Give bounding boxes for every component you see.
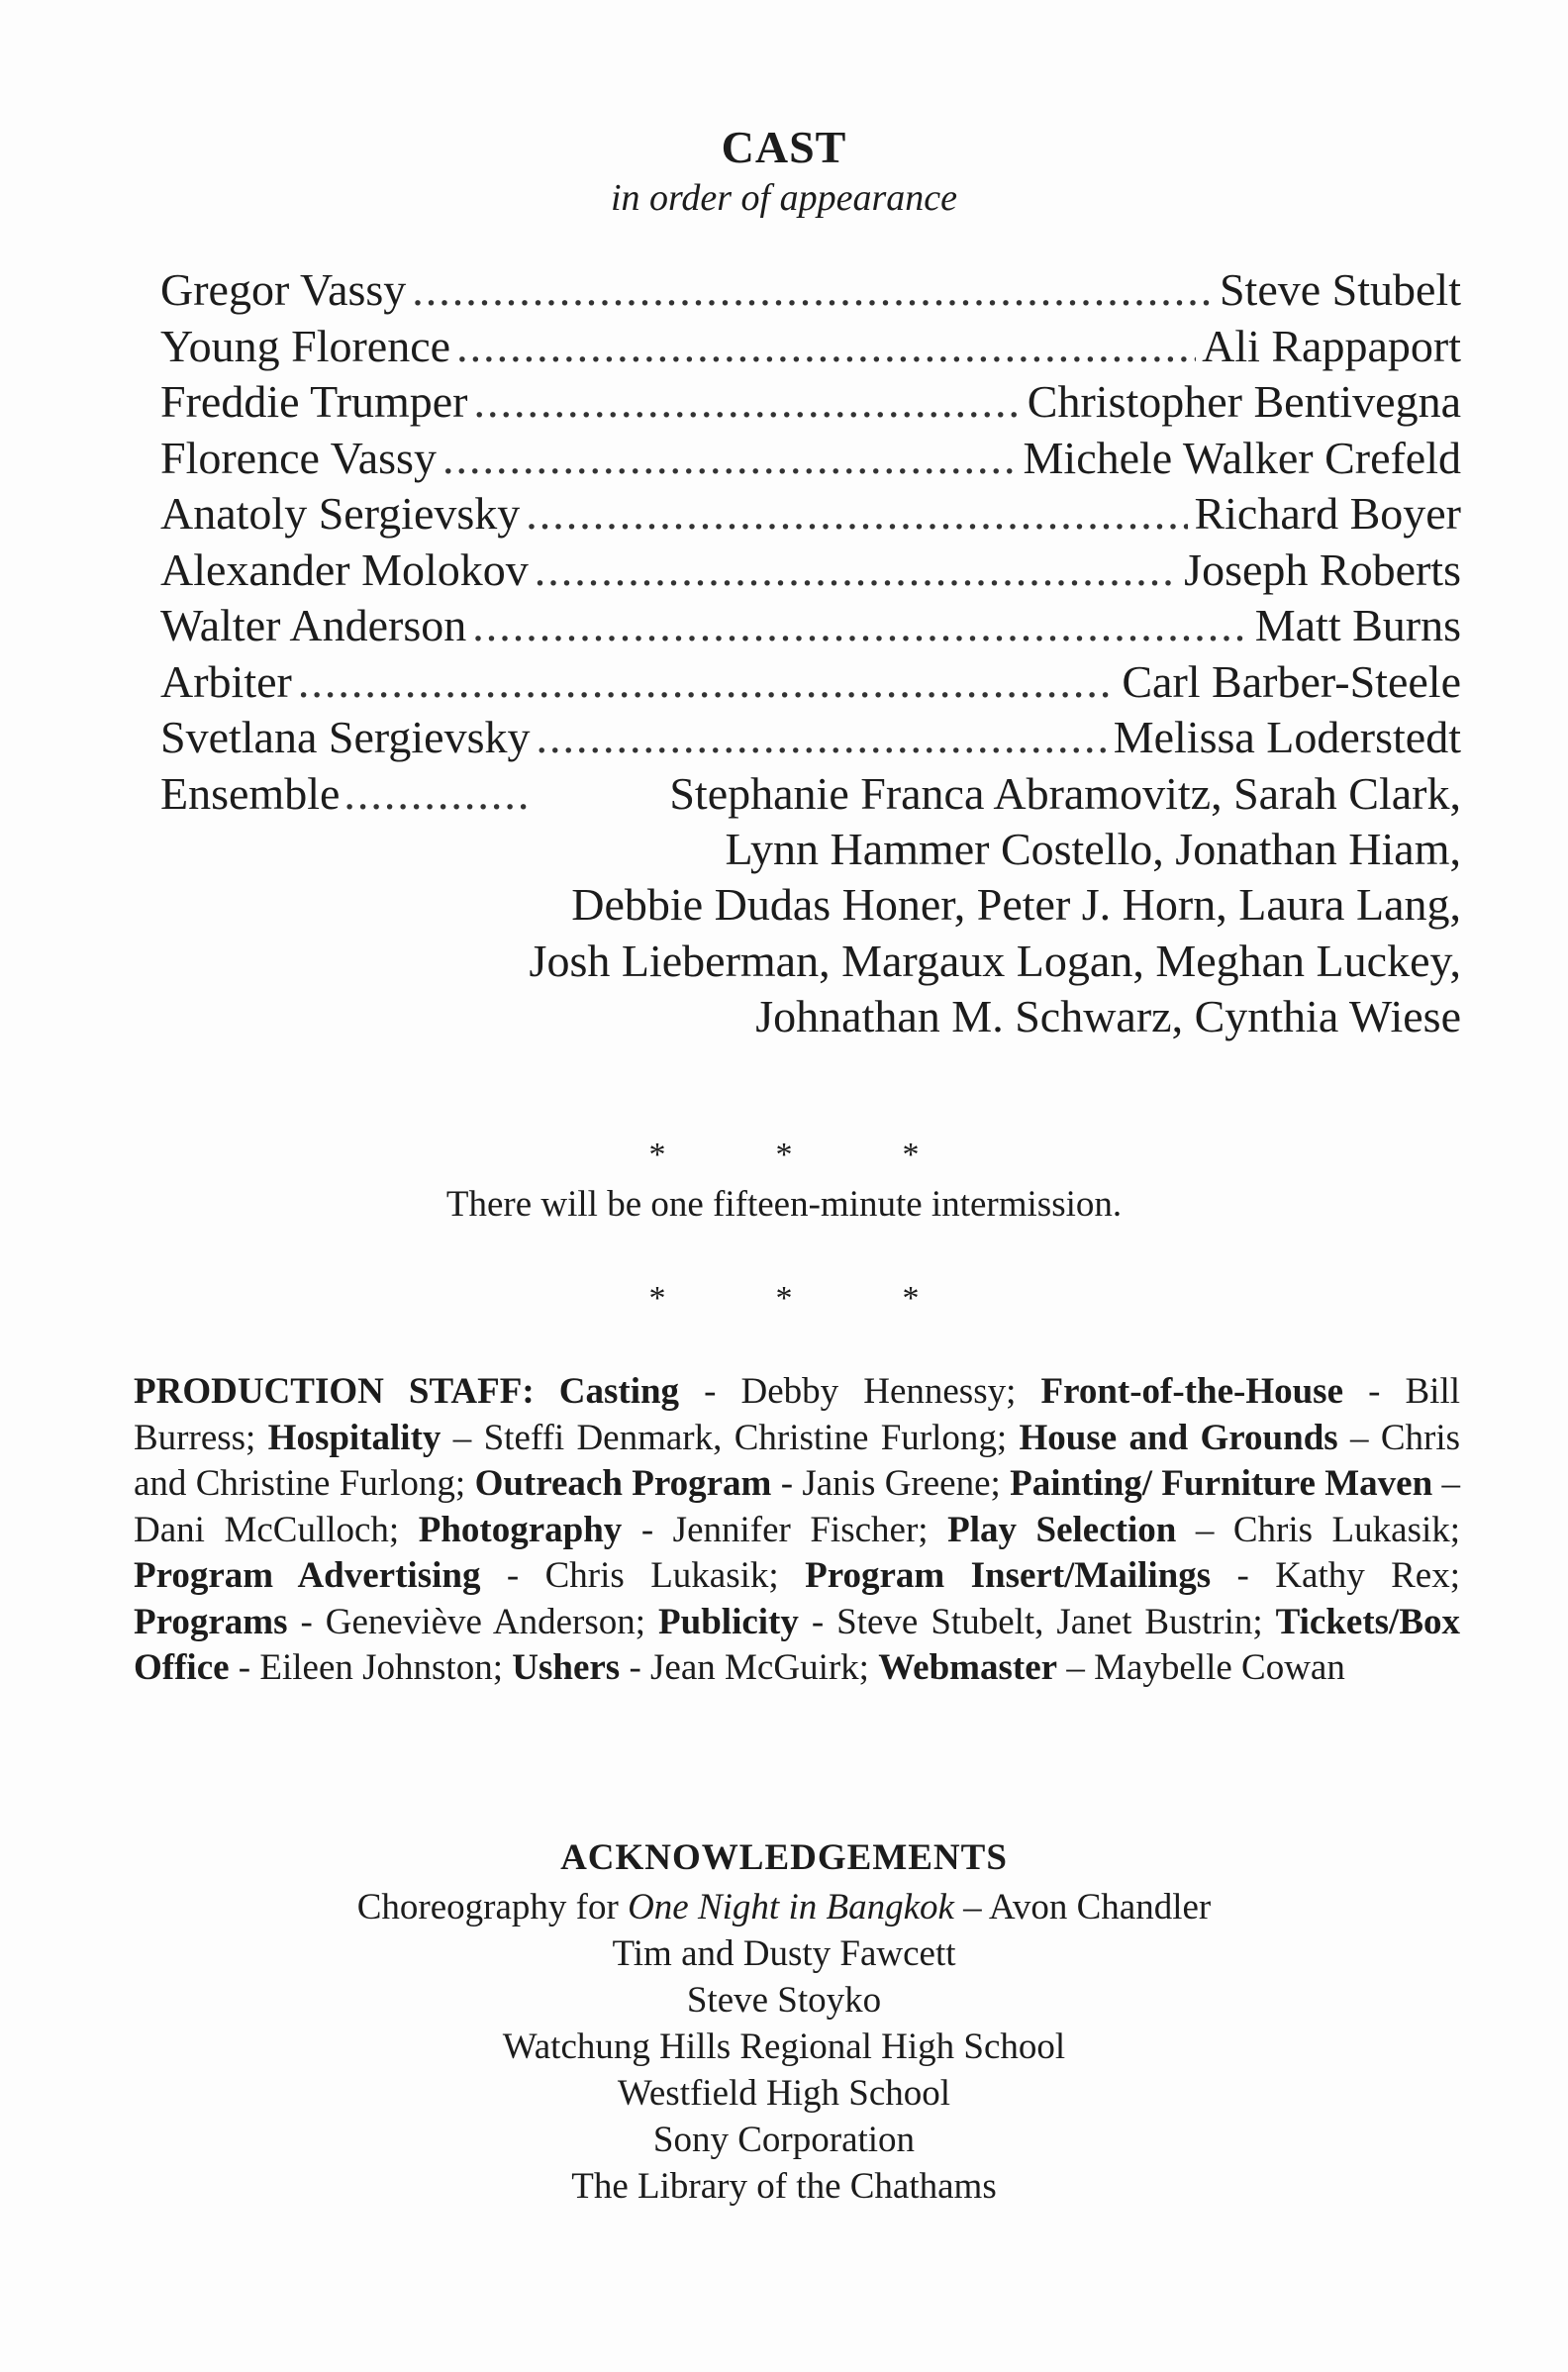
dot-leader [472,598,1248,653]
staff-label: Program Advertising [134,1555,481,1596]
dot-leader [526,486,1188,542]
cast-actor: Steve Stubelt [1219,264,1461,315]
staff-value: Kathy Rex; [1275,1555,1461,1596]
intermission-note: There will be one fifteen-minute intermission. [445,1184,1123,1225]
cast-role: Alexander Molokov [160,544,529,595]
cast-role: Anatoly Sergievsky [160,488,521,539]
ensemble-names: Josh Lieberman, Margaux Logan, Meghan Luckey, [529,935,1461,986]
acknowledgement-line: Watchung Hills Regional High School [502,2026,1066,2067]
staff-value: Chris Lukasik; [544,1555,779,1596]
cast-actor: Carl Barber-Steele [1122,655,1461,707]
staff-value: Chris Lukasik; [1232,1509,1461,1550]
staff-value: Debby Hennessy; [740,1371,1017,1412]
acknowledgement-line: Tim and Dusty Fawcett [612,1933,956,1974]
production-staff [134,1369,1460,1692]
staff-separator: - [480,1555,545,1596]
staff-value: Jennifer Fischer; [672,1509,929,1550]
staff-label: Programs [134,1601,288,1642]
staff-separator: – [1337,1417,1381,1458]
dot-leader [298,654,1117,710]
dot-leader [442,431,1018,486]
star: * [648,1280,666,1317]
star: * [902,1137,920,1173]
acknowledgement-line [0,1884,1568,1930]
cast-actor: Richard Boyer [1194,488,1461,539]
cast-row [160,486,1461,543]
cast-row [160,374,1461,431]
cast-role: Gregor Vassy [160,264,407,315]
cast-row [160,431,1461,487]
acknowledgement-line: Steve Stoyko [686,1980,882,2021]
staff-label: Ushers [512,1647,621,1688]
dot-leader [535,543,1178,598]
staff-value: Steffi Denmark, Christine Furlong; [483,1417,1008,1458]
star: * [775,1137,793,1173]
staff-value: Maybelle Cowan [1094,1647,1345,1688]
cast-row [160,710,1461,766]
cast-role: Florence Vassy [160,432,437,483]
staff-separator: – [441,1417,484,1458]
cast-actor: Michele Walker Crefeld [1023,432,1461,483]
staff-label: Photography [418,1509,623,1550]
dot-leader [456,319,1196,374]
cast-role: Young Florence [160,320,451,371]
staff-separator: - [1343,1371,1406,1412]
staff-value: Bill Burress; [134,1371,1461,1458]
staff-separator: - [229,1647,260,1688]
cast-row [160,543,1461,599]
staff-label: Casting [558,1371,680,1412]
ack-suffix: – Avon Chandler [953,1887,1212,1927]
cast-actor: Joseph Roberts [1184,544,1461,595]
staff-label: Tickets/Box Office [134,1601,1461,1688]
dot-leader [474,374,1022,430]
acknowledgement-line: The Library of the Chathams [571,2166,997,2207]
cast-row [160,598,1461,654]
star: * [775,1280,793,1317]
staff-value: Dani McCulloch; [134,1509,400,1550]
cast-list [160,262,1461,1045]
staff-label: Program Insert/Mailings [805,1555,1212,1596]
star: * [648,1137,666,1173]
cast-heading: CAST [721,122,847,172]
cast-actor: Christopher Bentivegna [1027,376,1461,427]
cast-actor: Ali Rappaport [1202,320,1461,371]
cast-role: Walter Anderson [160,600,467,650]
staff-label: Publicity [658,1601,799,1642]
cast-actor: Melissa Loderstedt [1113,712,1461,762]
dot-leader: .............. [343,767,532,819]
staff-value: Chris and Christine Furlong; [134,1417,1461,1504]
acknowledgement-line: Sony Corporation [652,2120,916,2160]
staff-value: Steve Stubelt, Janet Bustrin; [836,1601,1263,1642]
cast-actor: Matt Burns [1254,600,1461,650]
cast-role: Svetlana Sergievsky [160,712,531,762]
staff-label: Painting/ Furniture Maven [1010,1463,1433,1504]
staff-separator: - [1211,1555,1276,1596]
production-staff-heading: PRODUCTION STAFF: [134,1371,535,1412]
staff-separator: - [771,1463,803,1504]
ensemble-role: Ensemble [160,767,341,819]
staff-label: Webmaster [878,1647,1058,1688]
ensemble-row [160,766,1461,822]
staff-label: Front-of-the-House [1040,1371,1344,1412]
staff-value: Janis Greene; [802,1463,1001,1504]
staff-value: Geneviève Anderson; [325,1601,646,1642]
ack-prefix: Choreography for [356,1887,629,1927]
staff-separator: – [1176,1509,1233,1550]
ensemble-names: Debbie Dudas Honer, Peter J. Horn, Laura Lang, [571,879,1461,930]
staff-label: House and Grounds [1019,1417,1338,1458]
staff-separator: - [622,1509,673,1550]
ensemble-names: Johnathan M. Schwarz, Cynthia Wiese [755,991,1461,1041]
staff-separator: - [798,1601,837,1642]
cast-role: Arbiter [160,655,292,707]
cast-row [160,319,1461,375]
acknowledgements-heading: ACKNOWLEDGEMENTS [560,1837,1008,1878]
show-title: One Night in Bangkok [628,1887,954,1927]
cast-role: Freddie Trumper [160,376,468,427]
staff-separator: - [287,1601,326,1642]
cast-subheading: in order of appearance [610,177,958,219]
dot-leader [536,710,1107,765]
acknowledgement-line: Westfield High School [617,2073,951,2114]
ensemble-names: Lynn Hammer Costello, Jonathan Hiam, [725,823,1461,874]
staff-value: Eileen Johnston; [259,1647,503,1688]
acknowledgements-list [0,1884,1568,2210]
staff-separator: – [1432,1463,1461,1504]
staff-label: Play Selection [947,1509,1177,1550]
staff-separator: - [620,1647,651,1688]
staff-separator: – [1057,1647,1095,1688]
star-separator [0,1280,1568,1318]
staff-value: Jean McGuirk; [650,1647,869,1688]
staff-label: Outreach Program [474,1463,772,1504]
staff-separator: - [679,1371,741,1412]
star: * [902,1280,920,1317]
star-separator [0,1137,1568,1174]
cast-row [160,262,1461,319]
dot-leader [412,262,1214,318]
staff-label: Hospitality [267,1417,441,1458]
cast-row [160,654,1461,711]
ensemble-names: Stephanie Franca Abramovitz, Sarah Clark, [669,767,1461,819]
